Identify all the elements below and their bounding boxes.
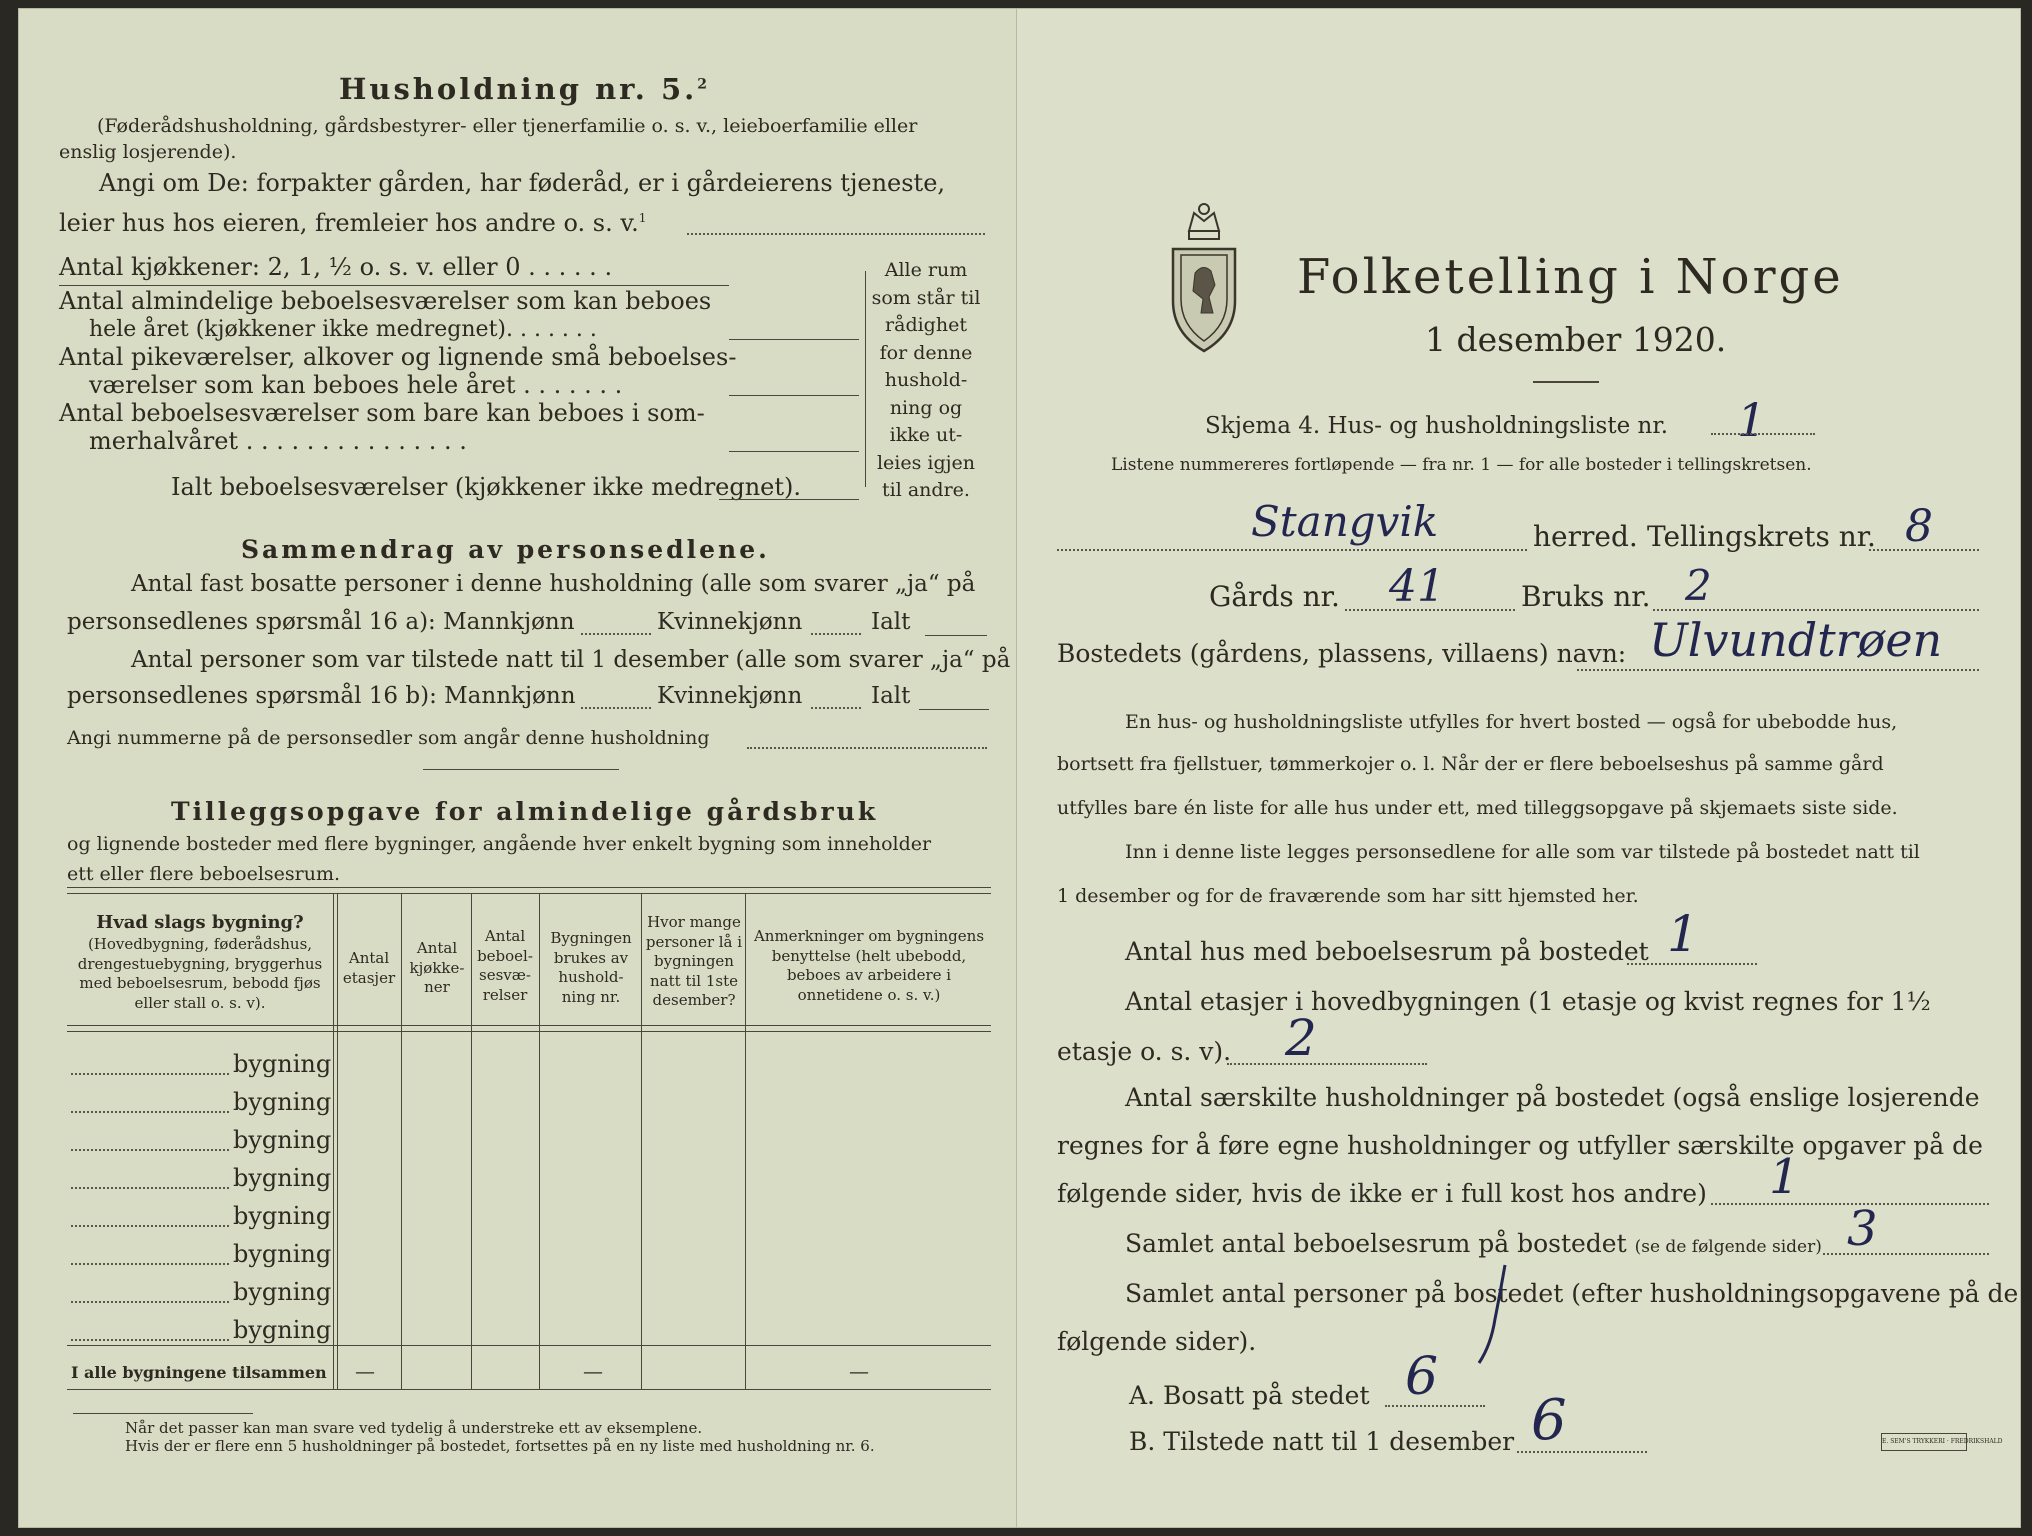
- rooms-summer: Antal beboelsesværelser som bare kan beboes i som-: [59, 399, 705, 427]
- summary-line-1: Antal fast bosatte personer i denne husholdning (alle som svarer „ja“ på: [131, 571, 976, 597]
- rooms-ordinary: Antal almindelige beboelsesværelser som kan beboes: [59, 287, 712, 315]
- printer-stamp: E. SEM'S TRYKKERI · FREDRIKSHALD: [1881, 1433, 1967, 1451]
- right-page: [1016, 8, 2021, 1528]
- gards-label: Gårds nr.: [1209, 580, 1340, 613]
- hus-value: 1: [1667, 905, 1699, 963]
- summary-line-2: personsedlenes spørsmål 16 a): Mannkjønn: [67, 609, 575, 635]
- table-row: bygning: [233, 1240, 332, 1268]
- hush-label-2: regnes for å føre egne husholdninger og utfyller særskilte opgaver på de: [1057, 1131, 1983, 1160]
- total-label: I alle bygningene tilsammen: [71, 1363, 327, 1382]
- hus-label: Antal hus med beboelsesrum på bostedet: [1125, 937, 1649, 966]
- rooms-kitchens: Antal kjøkkener: 2, 1, ½ o. s. v. eller 0 . . . . . .: [59, 253, 613, 281]
- etasjer-label-1: Antal etasjer i hovedbygningen (1 etasje og kvist regnes for 1½: [1125, 987, 1931, 1016]
- hush-label-3: følgende sider, hvis de ikke er i full kost hos andre): [1057, 1179, 1707, 1208]
- table-row: bygning: [233, 1316, 332, 1344]
- hush-label-1: Antal særskilte husholdninger på bostedet (også enslige losjerende: [1125, 1083, 1980, 1112]
- table-row: bygning: [233, 1088, 332, 1116]
- col-floors: Antal etasjer: [342, 949, 396, 987]
- col-kitchens: Antal kjøkke-ner: [409, 939, 465, 996]
- bruks-label: Bruks nr.: [1521, 580, 1651, 613]
- col-building-type: Hvad slags bygning?: [96, 912, 304, 933]
- census-date: 1 desember 1920.: [1425, 320, 1727, 359]
- bosted-label: Bostedets (gårdens, plassens, villaens) navn:: [1057, 639, 1627, 668]
- intro-line-1: (Føderådshusholdning, gårdsbestyrer- eller tjenerfamilie o. s. v., leieboerfamilie eller: [97, 115, 918, 137]
- summary-line-4: personsedlenes spørsmål 16 b): Mannkjønn: [67, 683, 576, 709]
- summary-title: Sammendrag av personsedlene.: [241, 535, 770, 564]
- list-number: 1: [1737, 393, 1767, 447]
- bosted-value: Ulvundtrøen: [1649, 613, 1943, 667]
- pen-stroke-mark: [1465, 1259, 1525, 1369]
- extra-text-1: og lignende bosteder med flere bygninger, angående hver enkelt bygning som inneholder: [67, 833, 932, 855]
- samlet-rum-value: 3: [1847, 1201, 1878, 1257]
- bosatt-value: 6: [1405, 1347, 1439, 1407]
- bosatt-label: A. Bosatt på stedet: [1129, 1381, 1370, 1410]
- skjema-label: Skjema 4. Hus- og husholdningsliste nr.: [1205, 413, 1669, 439]
- rooms-summer-2: merhalvåret . . . . . . . . . . . . . . .: [89, 427, 467, 455]
- extra-text-2: ett eller flere beboelsesrum.: [67, 863, 341, 885]
- col-rooms: Antal beboel-sesvæ-relser: [477, 927, 533, 1004]
- samlet-pers-label-1: Samlet antal personer på bostedet (efter husholdningsopgavene på de: [1125, 1279, 2019, 1308]
- para2-line-2: 1 desember og for de fraværende som har sitt hjemsted her.: [1057, 885, 1639, 907]
- samlet-pers-label-2: følgende sider).: [1057, 1327, 1257, 1356]
- rooms-total: Ialt beboelsesværelser (kjøkkener ikke medregnet).: [171, 473, 802, 501]
- household-title: Husholdning nr. 5.$^2$: [339, 72, 711, 106]
- tilstede-label: B. Tilstede natt til 1 desember: [1129, 1427, 1515, 1456]
- footnote-1: Når det passer kan man svare ved tydelig å understreke ett av eksemplene.: [125, 1419, 703, 1437]
- table-row: bygning: [233, 1202, 332, 1230]
- para1-line-3: utfylles bare én liste for alle hus under ett, med tilleggsopgave på skjemaets siste side.: [1057, 797, 1898, 819]
- col-remarks: Anmerkninger om bygningens benyttelse (helt ubebodd, beboes av arbeidere i onnetidene o. s. v.): [753, 927, 985, 1004]
- rooms-maid-2: værelser som kan beboes hele året . . . . . . .: [89, 371, 623, 399]
- angi-line-2: leier hus hos eieren, fremleier hos andre o. s. v.$^1$: [59, 209, 647, 237]
- summary-line-5: Angi nummerne på de personsedler som angår denne husholdning: [67, 727, 710, 749]
- left-page: Husholdning nr. 5.$^2$ (Føderådshusholdning, gårdsbestyrer- eller tjenerfamilie o. s. v., leieboerfamilie eller enslig losjerende). Angi om De: forpakter gården, har føderåd, er i gårdeierens tjeneste, leier hus hos eieren, fremleier hos andre o. s. v.$^1$ Antal kjøkkener: 2, 1, ½ o. s. v. eller 0 . . . . . . Antal almindelige beboelsesværelser som kan beboes hele året (kjøkkener ikke medregnet). . . . . . . Antal pikeværelser, alkover og lignende små beboelses- værelser som kan beboes hele året . . . . . . . Antal beboelsesværelser som bare kan beboes i som- merhalvåret . . . . . . . . . . . . . . . Ialt beboelsesværelser (kjøkkener ikke medregnet). Alle rum som står til rådighet for denne hushold- ning og ikke ut- leies igjen til andre. Sammendrag av personsedlene. Antal fast bosatte personer i denne husholdning (alle som svarer „ja“ på personsedlenes spørsmål 16 a): Mannkjønn Kvinnekjønn Ialt Antal personer som var tilstede natt til 1 desember (alle som svarer „ja“ på personsedlenes spørsmål 16 b): Mannkjønn Kvinnekjønn Ialt Angi nummerne på de personsedler som angår denne husholdning Tilleggsopgave for almindelige gårdsbruk og lignende bosteder med flere bygninger, angående hver enkelt bygning som inneholder ett eller flere beboelsesrum. Hvad slags bygning? (Hovedbygning, føderådshus, drengestuebygning, bryggerhus med beboelsesrum, bebodd fjøs eller stall o. s. v). Antal etasjer Antal kjøkke-ner Antal beboel-sesvæ-relser Bygningen brukes av hushold-ning nr. Hvor mange personer lå i bygningen natt til 1ste desember? Anmerkninger om bygningens benyttelse (helt ubebodd, beboes av arbeidere i onnetidene o. s. v.) bygning bygning bygning bygning bygning bygning bygning bygning I alle bygningene tilsammen — — — Når det passer kan man svare ved tydelig å understreke ett av eksemplene. Hvis der er flere enn 5 husholdninger på bostedet, fortsettes på en ny liste med husholdning nr. 6.: [18, 8, 1018, 1528]
- summary-line-3: Antal personer som var tilstede natt til 1 desember (alle som svarer „ja“ på: [131, 647, 1011, 673]
- krets-label: Tellingskrets nr.: [1647, 520, 1876, 553]
- intro-line-2: enslig losjerende).: [59, 141, 237, 163]
- footnote-2: Hvis der er flere enn 5 husholdninger på bostedet, fortsettes på en ny liste med husholdning nr. 6.: [125, 1437, 875, 1455]
- col-household-no: Bygningen brukes av hushold-ning nr.: [550, 929, 632, 1006]
- main-title: Folketelling i Norge: [1297, 249, 1844, 305]
- rooms-maid: Antal pikeværelser, alkover og lignende små beboelses-: [59, 343, 737, 371]
- herred-value: Stangvik: [1251, 497, 1439, 546]
- tilstede-value: 6: [1531, 1388, 1567, 1453]
- col-building-type-desc: (Hovedbygning, føderådshus, drengestuebygning, bryggerhus med beboelsesrum, bebodd fjøs eller stall o. s. v).: [77, 935, 323, 1012]
- numbering-note: Listene nummereres fortløpende — fra nr. 1 — for alle bosteder i tellingskretsen.: [1111, 455, 1812, 475]
- table-row: bygning: [233, 1050, 332, 1078]
- table-row: bygning: [233, 1126, 332, 1154]
- rooms-ordinary-2: hele året (kjøkkener ikke medregnet). . . . . . .: [89, 317, 597, 342]
- krets-value: 8: [1905, 501, 1933, 552]
- para2-line-1: Inn i denne liste legges personsedlene for alle som var tilstede på bostedet natt til: [1125, 841, 1920, 863]
- side-note: Alle rum som står til rådighet for denne hushold- ning og ikke ut- leies igjen til andre.: [871, 259, 981, 501]
- gards-value: 41: [1389, 561, 1445, 612]
- bruks-value: 2: [1685, 561, 1712, 610]
- etasjer-label-2: etasje o. s. v).: [1057, 1037, 1232, 1066]
- hush-value: 1: [1769, 1149, 1800, 1205]
- norway-coat-of-arms-icon: [1167, 201, 1241, 357]
- samlet-rum-label: Samlet antal beboelsesrum på bostedet (se de følgende sider): [1125, 1229, 1822, 1258]
- extra-title: Tilleggsopgave for almindelige gårdsbruk: [171, 797, 879, 826]
- table-row: bygning: [233, 1278, 332, 1306]
- herred-label: herred.: [1533, 520, 1638, 553]
- col-persons: Hvor mange personer lå i bygningen natt til 1ste desember?: [645, 913, 743, 1009]
- etasjer-value: 2: [1285, 1009, 1317, 1067]
- table-row: bygning: [233, 1164, 332, 1192]
- angi-line-1: Angi om De: forpakter gården, har føderåd, er i gårdeierens tjeneste,: [99, 169, 946, 197]
- para1-line-1: En hus- og husholdningsliste utfylles for hvert bosted — også for ubebodde hus,: [1125, 711, 1898, 733]
- para1-line-2: bortsett fra fjellstuer, tømmerkojer o. l. Når der er flere beboelseshus på samme gård: [1057, 753, 1884, 775]
